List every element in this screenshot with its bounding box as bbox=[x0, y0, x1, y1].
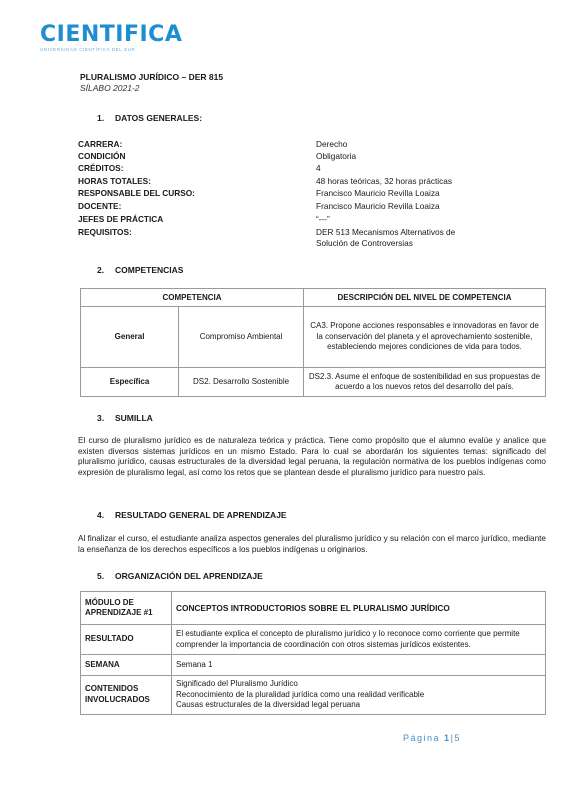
competencies-table bbox=[80, 288, 546, 397]
competency-description: CA3. Propone acciones responsables e innovadoras en favor de la conservación del planeta y el aprovechamiento sostenible, estableciendo mejores condiciones de vida para todos. bbox=[304, 307, 546, 368]
university-logo bbox=[40, 24, 182, 52]
general-data-value-hours: 48 horas teóricas, 32 horas prácticas bbox=[316, 176, 453, 186]
general-data-label-career: CARRERA: bbox=[78, 139, 123, 149]
section-title: SUMILLA bbox=[115, 413, 153, 423]
general-data-label-practice-heads: JEFES DE PRÁCTICA bbox=[78, 214, 164, 224]
list-item: Causas estructurales de la diversidad legal peruana bbox=[176, 700, 361, 709]
general-data-label-responsible: RESPONSABLE DEL CURSO: bbox=[78, 188, 195, 198]
table-row bbox=[81, 655, 546, 676]
column-header-competency: COMPETENCIA bbox=[81, 289, 304, 307]
section-number: 2. bbox=[97, 265, 105, 275]
general-data-value-practice-heads: “---” bbox=[316, 214, 330, 224]
general-data-label-credits: CRÉDITOS: bbox=[78, 163, 124, 173]
sumilla-paragraph: El curso de pluralismo jurídico es de naturaleza teórica y práctica. Tiene como propósito que el alumno evalúe y analice que existen diversos sistemas jurídicos en un mismo Estado. Para lo cual se abordarán los siguientes temas: significado del pluralismo jurídico, causas estructurales de la diversidad legal peruana, la regulación normativa de los pueblos indígenas como expresión de pluralismo legal, así como los retos que se plantean desde el pluralismo jurídico para nuestro país. bbox=[78, 436, 546, 477]
general-data-value-credits: 4 bbox=[316, 163, 321, 173]
list-item: Significado del Pluralismo Jurídico bbox=[176, 679, 298, 688]
section-heading-organization bbox=[97, 571, 263, 581]
section-heading-sumilla bbox=[97, 413, 153, 423]
competency-name: Compromiso Ambiental bbox=[179, 307, 304, 368]
list-item: Reconocimiento de la pluralidad jurídica como una realidad verificable bbox=[176, 689, 425, 699]
section-heading-learning-result bbox=[97, 510, 287, 520]
module-title: CONCEPTOS INTRODUCTORIOS SOBRE EL PLURALISMO JURÍDICO bbox=[172, 592, 546, 625]
week-value: Semana 1 bbox=[172, 655, 546, 676]
general-data-value-teacher: Francisco Mauricio Revilla Loaiza bbox=[316, 201, 440, 211]
section-heading-general-data bbox=[97, 113, 202, 123]
section-number: 5. bbox=[97, 571, 105, 581]
result-label: RESULTADO bbox=[81, 625, 172, 655]
contents-label: CONTENIDOS INVOLUCRADOS bbox=[81, 676, 172, 715]
table-row bbox=[81, 676, 546, 715]
page-footer bbox=[403, 733, 461, 743]
competency-type: Específica bbox=[81, 368, 179, 397]
logo-subtitle: UNIVERSIDAD CIENTÍFICA DEL SUR bbox=[40, 47, 136, 52]
section-title: DATOS GENERALES: bbox=[115, 113, 203, 123]
table-row bbox=[81, 592, 546, 625]
table-row bbox=[81, 625, 546, 655]
general-data-label-condition: CONDICIÓN bbox=[78, 151, 126, 161]
module-label: MÓDULO DE APRENDIZAJE #1 bbox=[81, 592, 172, 625]
general-data-label-teacher: DOCENTE: bbox=[78, 201, 122, 211]
general-data-value-requirements: DER 513 Mecanismos Alternativos de Solución de Controversias bbox=[316, 227, 456, 248]
page-word: Página bbox=[403, 733, 441, 743]
section-number: 4. bbox=[97, 510, 105, 520]
general-data-value-condition: Obligatoria bbox=[316, 151, 357, 161]
section-title: COMPETENCIAS bbox=[115, 265, 184, 275]
course-title: PLURALISMO JURÍDICO – DER 815 bbox=[80, 72, 224, 82]
competency-type: General bbox=[81, 307, 179, 368]
section-number: 1. bbox=[97, 113, 105, 123]
logo-wordmark: CIENTIFICA bbox=[40, 22, 183, 47]
column-header-description: DESCRIPCIÓN DEL NIVEL DE COMPETENCIA bbox=[304, 289, 546, 307]
general-data-label-hours: HORAS TOTALES: bbox=[78, 176, 151, 186]
learning-result-paragraph: Al finalizar el curso, el estudiante analiza aspectos generales del pluralismo jurídico y su relación con el marco jurídico, mediante la enseñanza de los derechos específicos a los pueblos indígenas u originarios. bbox=[78, 534, 546, 554]
section-heading-competencies bbox=[97, 265, 183, 275]
page-number: 1 bbox=[444, 733, 451, 743]
table-row bbox=[81, 368, 546, 397]
section-number: 3. bbox=[97, 413, 105, 423]
competency-name: DS2. Desarrollo Sostenible bbox=[179, 368, 304, 397]
organization-table bbox=[80, 591, 546, 715]
week-label: SEMANA bbox=[81, 655, 172, 676]
table-row bbox=[81, 307, 546, 368]
general-data-label-requirements: REQUISITOS: bbox=[78, 227, 132, 237]
result-text: El estudiante explica el concepto de pluralismo jurídico y lo reconoce como corriente que permite comprender la importancia de coordinación con otros sistemas jurídicos existentes. bbox=[172, 625, 546, 655]
section-title: RESULTADO GENERAL DE APRENDIZAJE bbox=[115, 510, 287, 520]
table-header-row bbox=[81, 289, 546, 307]
general-data-value-responsible: Francisco Mauricio Revilla Loaiza bbox=[316, 188, 440, 198]
general-data-value-career: Derecho bbox=[316, 139, 348, 149]
section-title: ORGANIZACIÓN DEL APRENDIZAJE bbox=[115, 571, 263, 581]
page-separator: | bbox=[450, 733, 455, 743]
page-total: 5 bbox=[454, 733, 461, 743]
contents-list bbox=[172, 676, 546, 715]
syllabus-term: SÍLABO 2021-2 bbox=[80, 83, 140, 93]
competency-description: DS2.3. Asume el enfoque de sostenibilidad en sus propuestas de acuerdo a los nuevos retos del desarrollo del país. bbox=[304, 368, 546, 397]
